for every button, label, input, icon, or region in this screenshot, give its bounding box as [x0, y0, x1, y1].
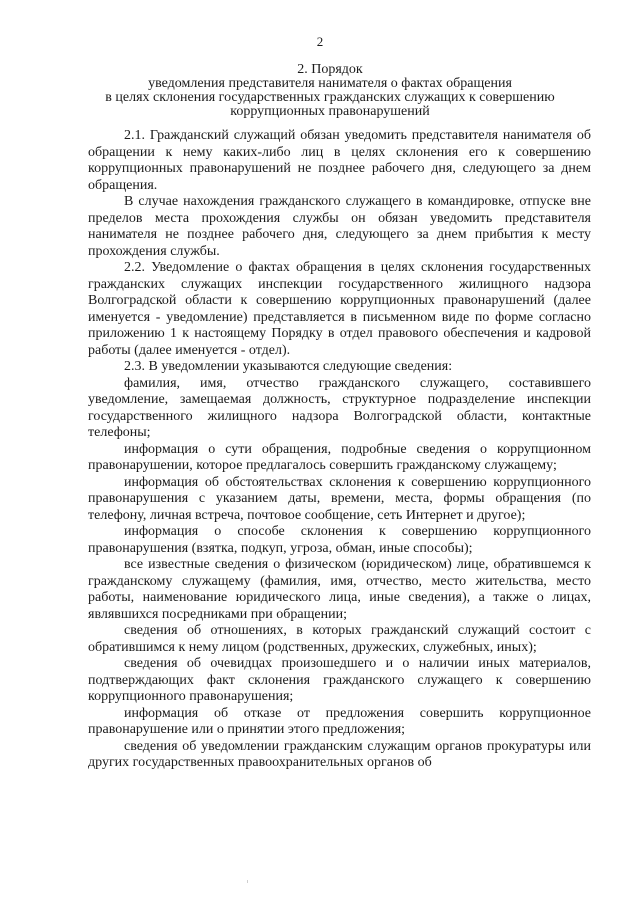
list-item-method: информация о способе склонения к совершению коррупционного правонарушения (взятка, подкуп, угроза, обман, иные способы); [88, 524, 591, 556]
list-item-circumstances: информация об обстоятельствах склонения к совершению коррупционного правонарушения с указанием даты, времени, места, формы обращения (по телефону, личная встреча, почтовое сообщение, сеть Интернет и другое); [88, 474, 591, 523]
list-item-refusal: информация об отказе от предложения совершить коррупционное правонарушение или о принятии этого предложения; [88, 705, 591, 737]
heading-line-3: в целях склонения государственных гражданских служащих к совершению [105, 90, 555, 105]
paragraph-2-1: 2.1. Гражданский служащий обязан уведомить представителя нанимателя об обращении к нему каких-либо лиц в целях склонения его к совершению коррупционных правонарушений не позднее рабочего дня, следующего за днем обращения. [88, 128, 591, 193]
list-item-appeal-essence: информация о сути обращения, подробные сведения о коррупционном правонарушении, которое предлагалось совершить гражданскому служащему; [88, 441, 591, 473]
paragraph-2-3: 2.3. В уведомлении указываются следующие сведения: [124, 359, 453, 374]
list-item-witnesses: сведения об очевидцах произошедшего и о наличии иных материалов, подтверждающих факт склонения гражданского служащего к совершению коррупционного правонарушения; [88, 656, 591, 704]
section-heading [70, 63, 590, 119]
list-item-employee-info: фамилия, имя, отчество гражданского служащего, составившего уведомление, замещаемая должность, структурное подразделение инспекции государственного жилищного надзора Волгоградской области, контактные телефоны; [88, 375, 591, 440]
list-item-person-info: все известные сведения о физическом (юридическом) лице, обратившемся к гражданскому служащему (фамилия, имя, отчество, место жительства, место работы, наименование юридического лица, иные сведения), а также о лицах, являвшихся посредниками при обращении; [88, 557, 591, 622]
heading-line-1: 2. Порядок [297, 62, 363, 77]
list-item-relations: сведения об отношениях, в которых гражданский служащий состоит с обратившимся к нему лицом (родственных, дружеских, служебных, иных); [88, 623, 591, 655]
paragraph-business-trip: В случае нахождения гражданского служащего в командировке, отпуске вне пределов места прохождения службы он обязан уведомить представителя нанимателя не позднее рабочего дня, следующего за днем прибытия к месту прохождения службы. [88, 194, 591, 259]
heading-line-2: уведомления представителя нанимателя о фактах обращения [148, 76, 512, 91]
body-text [88, 128, 591, 772]
page-number: 2 [316, 34, 324, 49]
list-item-prosecutor-notice: сведения об уведомлении гражданским служащим органов прокуратуры или других государственных правоохранительных органов об [88, 738, 591, 770]
paragraph-2-2: 2.2. Уведомление о фактах обращения в целях склонения государственных гражданских служащих инспекции государственного жилищного надзора Волгоградской области к совершению коррупционных правонарушений (далее именуется - уведомление) представляется в письменном виде по форме согласно приложению 1 к настоящему Порядку в отдел правового обеспечения и кадровой работы (далее именуется - отдел). [88, 260, 591, 358]
heading-line-4: коррупционных правонарушений [230, 104, 430, 119]
scan-mark [247, 880, 248, 883]
